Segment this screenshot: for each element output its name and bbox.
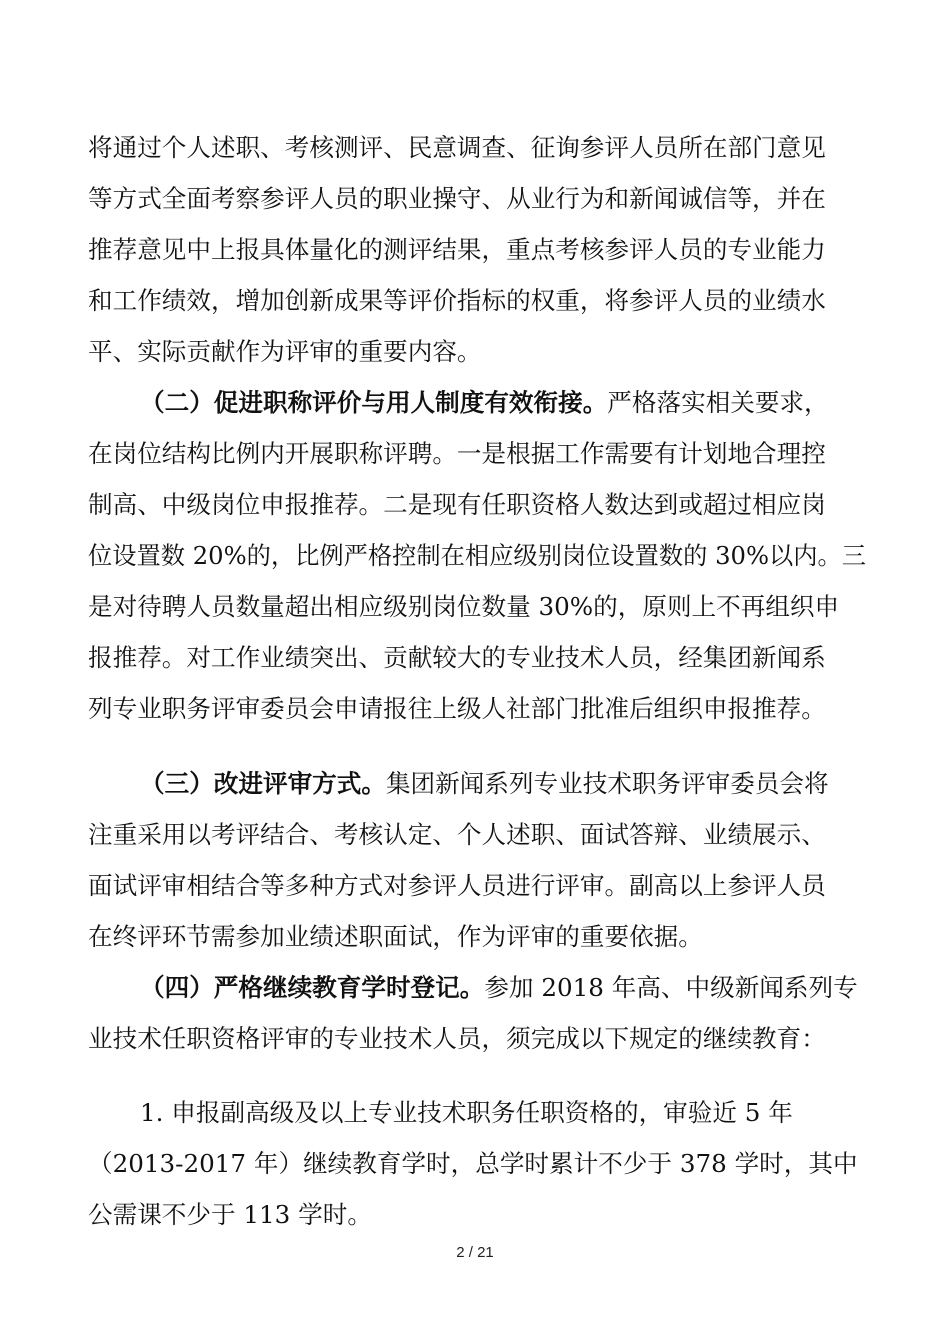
body-line: 位设置数 20%的，比例严格控制在相应级别岗位设置数的 30%以内。三	[88, 541, 867, 570]
body-line: 等方式全面考察参评人员的职业操守、从业行为和新闻诚信等，并在	[88, 184, 826, 213]
body-line: 制高、中级岗位申报推荐。二是现有任职资格人数达到或超过相应岗	[88, 490, 826, 519]
section-heading: （二）促进职称评价与用人制度有效衔接。	[140, 388, 608, 417]
body-line: 列专业职务评审委员会申请报往上级人社部门批准后组织申报推荐。	[88, 694, 826, 723]
body-line: 报推荐。对工作业绩突出、贡献较大的专业技术人员，经集团新闻系	[88, 643, 826, 672]
section-heading: （四）严格继续教育学时登记。	[140, 973, 485, 1002]
body-line: 平、实际贡献作为评审的重要内容。	[88, 337, 482, 366]
list-item-line: 1. 申报副高级及以上专业技术职务任职资格的，审验近 5 年	[140, 1098, 793, 1127]
page-number: 2 / 21	[456, 1244, 494, 1261]
body-line: 在岗位结构比例内开展职称评聘。一是根据工作需要有计划地合理控	[88, 439, 826, 468]
body-text: 严格落实相关要求，	[607, 388, 829, 417]
body-line: 业技术任职资格评审的专业技术人员，须完成以下规定的继续教育：	[88, 1024, 826, 1053]
body-text: 参加 2018 年高、中级新闻系列专	[484, 973, 858, 1002]
list-item-line: 公需课不少于 113 学时。	[88, 1200, 372, 1229]
paragraph-first-line	[140, 388, 829, 417]
body-line: 面试评审相结合等多种方式对参评人员进行评审。副高以上参评人员	[88, 871, 826, 900]
body-line: 推荐意见中上报具体量化的测评结果，重点考核参评人员的专业能力	[88, 235, 826, 264]
body-line: 注重采用以考评结合、考核认定、个人述职、面试答辩、业绩展示、	[88, 820, 826, 849]
list-item-line: （2013-2017 年）继续教育学时，总学时累计不少于 378 学时，其中	[88, 1149, 858, 1178]
body-text: 集团新闻系列专业技术职务评审委员会将	[385, 769, 829, 798]
paragraph-first-line	[140, 973, 858, 1002]
paragraph-first-line	[140, 769, 829, 798]
section-heading: （三）改进评审方式。	[140, 769, 386, 798]
body-line: 是对待聘人员数量超出相应级别岗位数量 30%的，原则上不再组织申	[88, 592, 840, 621]
body-line: 和工作绩效，增加创新成果等评价指标的权重，将参评人员的业绩水	[88, 286, 826, 315]
body-line: 将通过个人述职、考核测评、民意调查、征询参评人员所在部门意见	[88, 133, 826, 162]
body-line: 在终评环节需参加业绩述职面试，作为评审的重要依据。	[88, 922, 703, 951]
